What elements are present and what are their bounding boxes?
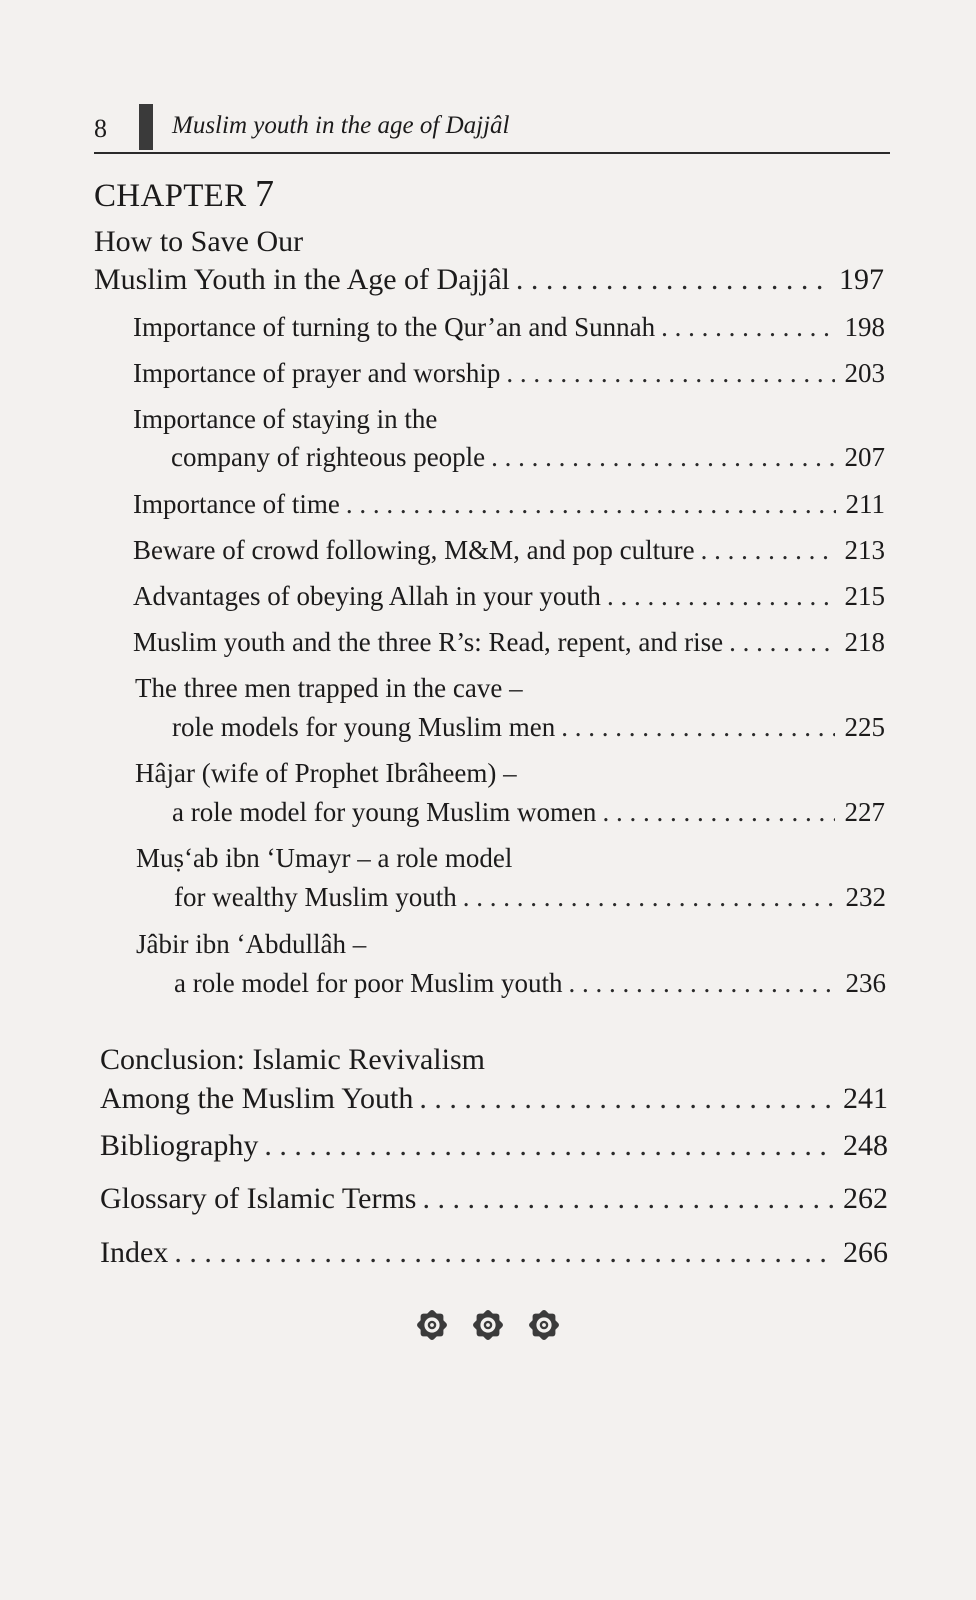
toc-entry-page: 232 xyxy=(845,882,886,912)
dot-leader xyxy=(491,442,834,473)
dot-leader xyxy=(506,358,834,389)
toc-entry-title: Importance of turning to the Qur’an and Sunnah xyxy=(133,312,656,342)
toc-entry-page: 215 xyxy=(844,581,885,611)
toc-entry[interactable] xyxy=(133,581,885,612)
rosette-ornament-icon xyxy=(413,1306,451,1344)
toc-entry-title: a role model for poor Muslim youth xyxy=(174,968,563,998)
toc-entry-title: Bibliography xyxy=(100,1129,259,1162)
dot-leader xyxy=(568,968,835,999)
page-number: 8 xyxy=(94,114,107,143)
toc-entry-index[interactable] xyxy=(100,1236,888,1270)
dot-leader xyxy=(561,712,834,743)
rosette-ornament-icon xyxy=(469,1306,507,1344)
chapter-title-line1: How to Save Our xyxy=(94,225,304,258)
toc-entry-page: 262 xyxy=(843,1182,888,1215)
dot-leader xyxy=(419,1082,833,1116)
toc-entry-chapter[interactable] xyxy=(94,263,884,297)
dot-leader xyxy=(422,1182,833,1216)
toc-entry-page: 241 xyxy=(843,1082,888,1115)
toc-entry-title: Importance of prayer and worship xyxy=(133,358,501,388)
toc-entry-title-line1: Hâjar (wife of Prophet Ibrâheem) – xyxy=(135,758,517,788)
toc-entry-page: 248 xyxy=(843,1129,888,1162)
dot-leader xyxy=(661,312,834,343)
dot-leader xyxy=(174,1236,833,1270)
toc-entry[interactable] xyxy=(133,535,885,566)
dot-leader xyxy=(729,627,834,658)
toc-entry-title-line1: Muṣ‘ab ibn ‘Umayr – a role model xyxy=(136,843,513,873)
chapter-label: CHAPTER xyxy=(94,178,247,214)
toc-entry-title: Muslim youth and the three R’s: Read, repent, and rise xyxy=(133,627,724,657)
toc-entry-title: a role model for young Muslim women xyxy=(172,797,597,827)
toc-entry-page: 236 xyxy=(845,968,886,998)
toc-entry[interactable] xyxy=(174,882,886,913)
toc-entry-page: 227 xyxy=(844,797,885,827)
dot-leader xyxy=(607,581,835,612)
toc-entry-title: Glossary of Islamic Terms xyxy=(100,1182,417,1215)
dot-leader xyxy=(701,535,835,566)
dot-leader xyxy=(463,882,836,913)
toc-entry[interactable] xyxy=(133,489,885,520)
toc-entry-title: Importance of time xyxy=(133,489,340,519)
rosette-ornament-icon xyxy=(525,1306,563,1344)
toc-entry[interactable] xyxy=(174,968,886,999)
dot-leader xyxy=(264,1129,833,1163)
toc-entry-title-line1: Importance of staying in the xyxy=(133,404,438,434)
toc-entry[interactable] xyxy=(133,627,885,658)
toc-entry-title: Among the Muslim Youth xyxy=(100,1082,414,1115)
chapter-number: 7 xyxy=(255,173,275,215)
toc-entry-title: role models for young Muslim men xyxy=(172,712,556,742)
toc-entry-glossary[interactable] xyxy=(100,1182,888,1216)
running-title: Muslim youth in the age of Dajjâl xyxy=(172,112,510,139)
toc-entry-page: 211 xyxy=(845,489,885,519)
toc-entry-title: Advantages of obeying Allah in your youth xyxy=(133,581,601,611)
dot-leader xyxy=(346,489,836,520)
toc-entry-title-line1: Jâbir ibn ‘Abdullâh – xyxy=(136,929,367,959)
toc-entry[interactable] xyxy=(133,312,885,343)
toc-entry-title-line1: Conclusion: Islamic Revivalism xyxy=(100,1043,485,1076)
toc-entry-page: 198 xyxy=(844,312,885,342)
dot-leader xyxy=(516,263,829,297)
chapter-heading xyxy=(94,172,274,216)
ornament-row xyxy=(0,1306,976,1349)
toc-entry[interactable] xyxy=(172,712,885,743)
toc-entry-title: Muslim Youth in the Age of Dajjâl xyxy=(94,263,510,296)
toc-entry-title-line1: The three men trapped in the cave – xyxy=(135,673,523,703)
toc-entry[interactable] xyxy=(133,358,885,389)
toc-entry-page: 266 xyxy=(843,1236,888,1269)
toc-entry[interactable] xyxy=(171,442,885,473)
toc-entry-page: 225 xyxy=(844,712,885,742)
dot-leader xyxy=(602,797,834,828)
toc-entry-title: for wealthy Muslim youth xyxy=(174,882,457,912)
toc-entry-page: 203 xyxy=(844,358,885,388)
toc-entry-page: 218 xyxy=(844,627,885,657)
toc-entry[interactable] xyxy=(172,797,885,828)
toc-entry-page: 207 xyxy=(844,442,885,472)
running-header xyxy=(94,104,890,154)
toc-entry-page: 213 xyxy=(844,535,885,565)
toc-entry-title: company of righteous people xyxy=(171,442,486,472)
toc-entry-page: 197 xyxy=(839,263,884,296)
header-bar xyxy=(139,104,153,150)
toc-entry-title: Beware of crowd following, M&M, and pop culture xyxy=(133,535,695,565)
toc-entry-bibliography[interactable] xyxy=(100,1129,888,1163)
toc-entry-conclusion[interactable] xyxy=(100,1082,888,1116)
toc-entry-title: Index xyxy=(100,1236,169,1269)
